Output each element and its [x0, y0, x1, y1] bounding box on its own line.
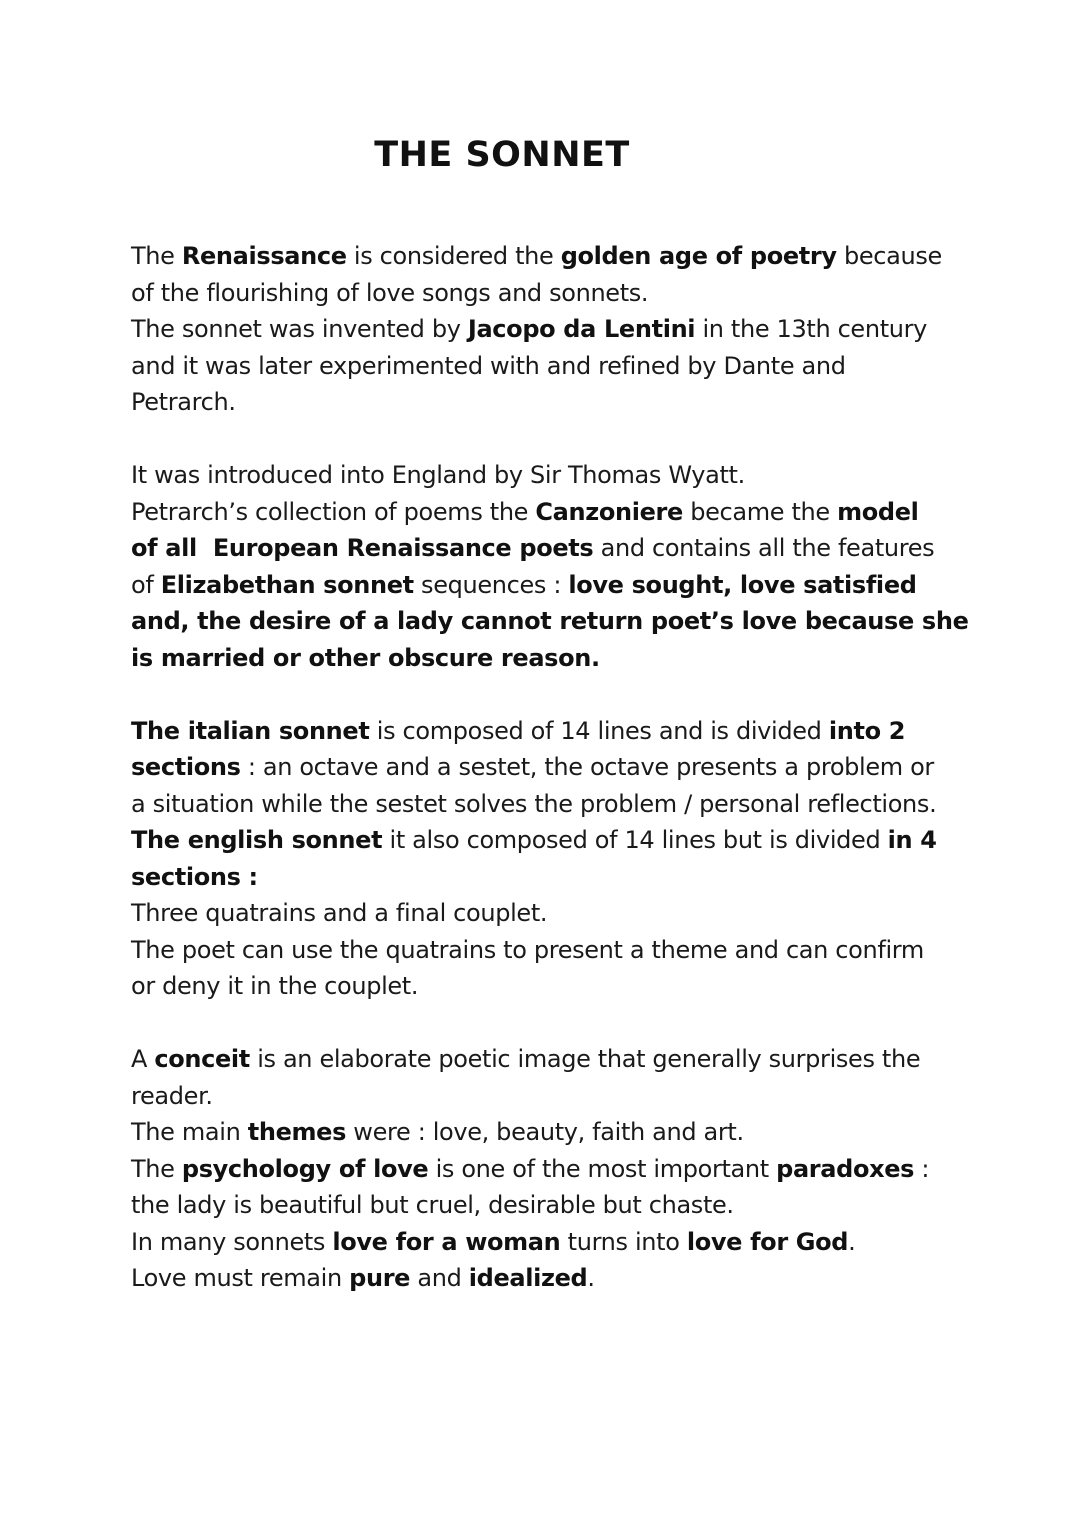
text-line [131, 384, 991, 421]
text-line [131, 494, 991, 531]
bold-text: of all European Renaissance poets [131, 534, 594, 562]
text-run: or deny it in the couplet. [131, 972, 419, 1000]
paragraph-gap [131, 676, 991, 713]
text-run: is one of the most important [428, 1154, 777, 1183]
bold-text: into 2 [828, 716, 906, 745]
text-run: Petrarch. [131, 388, 236, 416]
text-run: . [848, 1227, 856, 1256]
bold-text: Renaissance [181, 242, 347, 270]
page-title: THE SONNET [374, 135, 630, 175]
paragraph-4 [131, 1041, 991, 1297]
text-line [131, 786, 991, 823]
bold-text: conceit [154, 1045, 250, 1073]
text-line [131, 530, 991, 567]
text-run: : [914, 1154, 930, 1183]
text-line [131, 968, 991, 1005]
paragraph-gap [131, 421, 991, 458]
text-line [131, 895, 991, 932]
text-run: Love must remain [131, 1264, 350, 1292]
text-line [131, 713, 991, 750]
bold-text: Canzoniere [535, 497, 683, 526]
text-line [131, 567, 991, 604]
bold-text: The english sonnet [131, 826, 383, 854]
text-line [131, 275, 991, 312]
bold-text: psychology of love [181, 1154, 429, 1183]
text-run: of the flourishing of love songs and sonnets. [131, 278, 649, 307]
text-run: It was introduced into England by Sir Thomas Wyatt. [131, 461, 745, 489]
bold-text: sections [131, 753, 241, 781]
text-line [131, 1224, 991, 1261]
text-run: reader. [131, 1081, 213, 1110]
text-run: a situation while the sestet solves the problem / personal reflections. [131, 789, 937, 818]
text-line [131, 1187, 991, 1224]
text-run: of [131, 570, 161, 599]
text-line [131, 1260, 991, 1297]
text-run: is an elaborate poetic image that generally surprises the [249, 1045, 921, 1073]
text-line [131, 457, 991, 494]
text-run: and contains all the features [593, 534, 935, 562]
text-run: became the [682, 497, 838, 526]
text-run: because [836, 242, 942, 270]
text-run: The main [131, 1118, 248, 1146]
text-line [131, 603, 991, 640]
text-line [131, 1041, 991, 1078]
bold-text: love for a woman [332, 1227, 561, 1256]
text-run: were : love, beauty, faith and art. [346, 1118, 744, 1146]
document-body [131, 238, 991, 1297]
text-run: turns into [560, 1227, 687, 1256]
text-run: is composed of 14 lines and is divided [369, 716, 829, 745]
bold-text: love sought, love satisfied [568, 570, 917, 599]
text-run: The [131, 242, 182, 270]
text-line [131, 640, 991, 677]
text-run: A [131, 1045, 155, 1073]
text-line [131, 859, 991, 896]
paragraph-2 [131, 457, 991, 676]
text-run: The [131, 1154, 182, 1183]
bold-text: model [837, 497, 919, 526]
text-line [131, 822, 991, 859]
text-run: Petrarch’s collection of poems the [131, 497, 536, 526]
text-line [131, 932, 991, 969]
bold-text: in 4 [887, 826, 937, 854]
bold-text: golden age of poetry [560, 242, 837, 270]
text-run: it also composed of 14 lines but is divided [382, 826, 888, 854]
text-line [131, 749, 991, 786]
bold-text: Elizabethan sonnet [160, 570, 414, 599]
text-line [131, 1151, 991, 1188]
text-run: is considered the [346, 242, 561, 270]
text-line [131, 1114, 991, 1151]
text-line [131, 1078, 991, 1115]
text-run: in the 13th century [695, 315, 927, 343]
text-run: . [587, 1264, 595, 1292]
bold-text: love for God [686, 1227, 849, 1256]
text-run: : an octave and a sestet, the octave presents a problem or [240, 753, 934, 781]
bold-text: sections : [131, 862, 258, 891]
paragraph-gap [131, 1005, 991, 1042]
bold-text: The italian sonnet [131, 716, 370, 745]
text-line [131, 348, 991, 385]
paragraph-3 [131, 713, 991, 1005]
text-run: In many sonnets [131, 1227, 333, 1256]
bold-text: themes [247, 1118, 347, 1146]
text-line [131, 311, 991, 348]
text-run: Three quatrains and a final couplet. [131, 899, 548, 927]
text-run: The sonnet was invented by [131, 315, 468, 343]
text-run: The poet can use the quatrains to present a theme and can confirm [131, 935, 924, 964]
text-line [131, 238, 991, 275]
bold-text: Jacopo da Lentini [467, 315, 696, 343]
bold-text: and, the desire of a lady cannot return poet’s love because she [131, 607, 969, 635]
text-run: the lady is beautiful but cruel, desirable but chaste. [131, 1191, 734, 1219]
text-run: and it was later experimented with and refined by Dante and [131, 351, 846, 380]
text-run: sequences : [413, 570, 569, 599]
bold-text: idealized [468, 1264, 588, 1292]
text-run: and [410, 1264, 469, 1292]
bold-text: paradoxes [776, 1154, 915, 1183]
bold-text: pure [349, 1264, 411, 1292]
bold-text: is married or other obscure reason. [131, 643, 600, 672]
paragraph-1 [131, 238, 991, 421]
